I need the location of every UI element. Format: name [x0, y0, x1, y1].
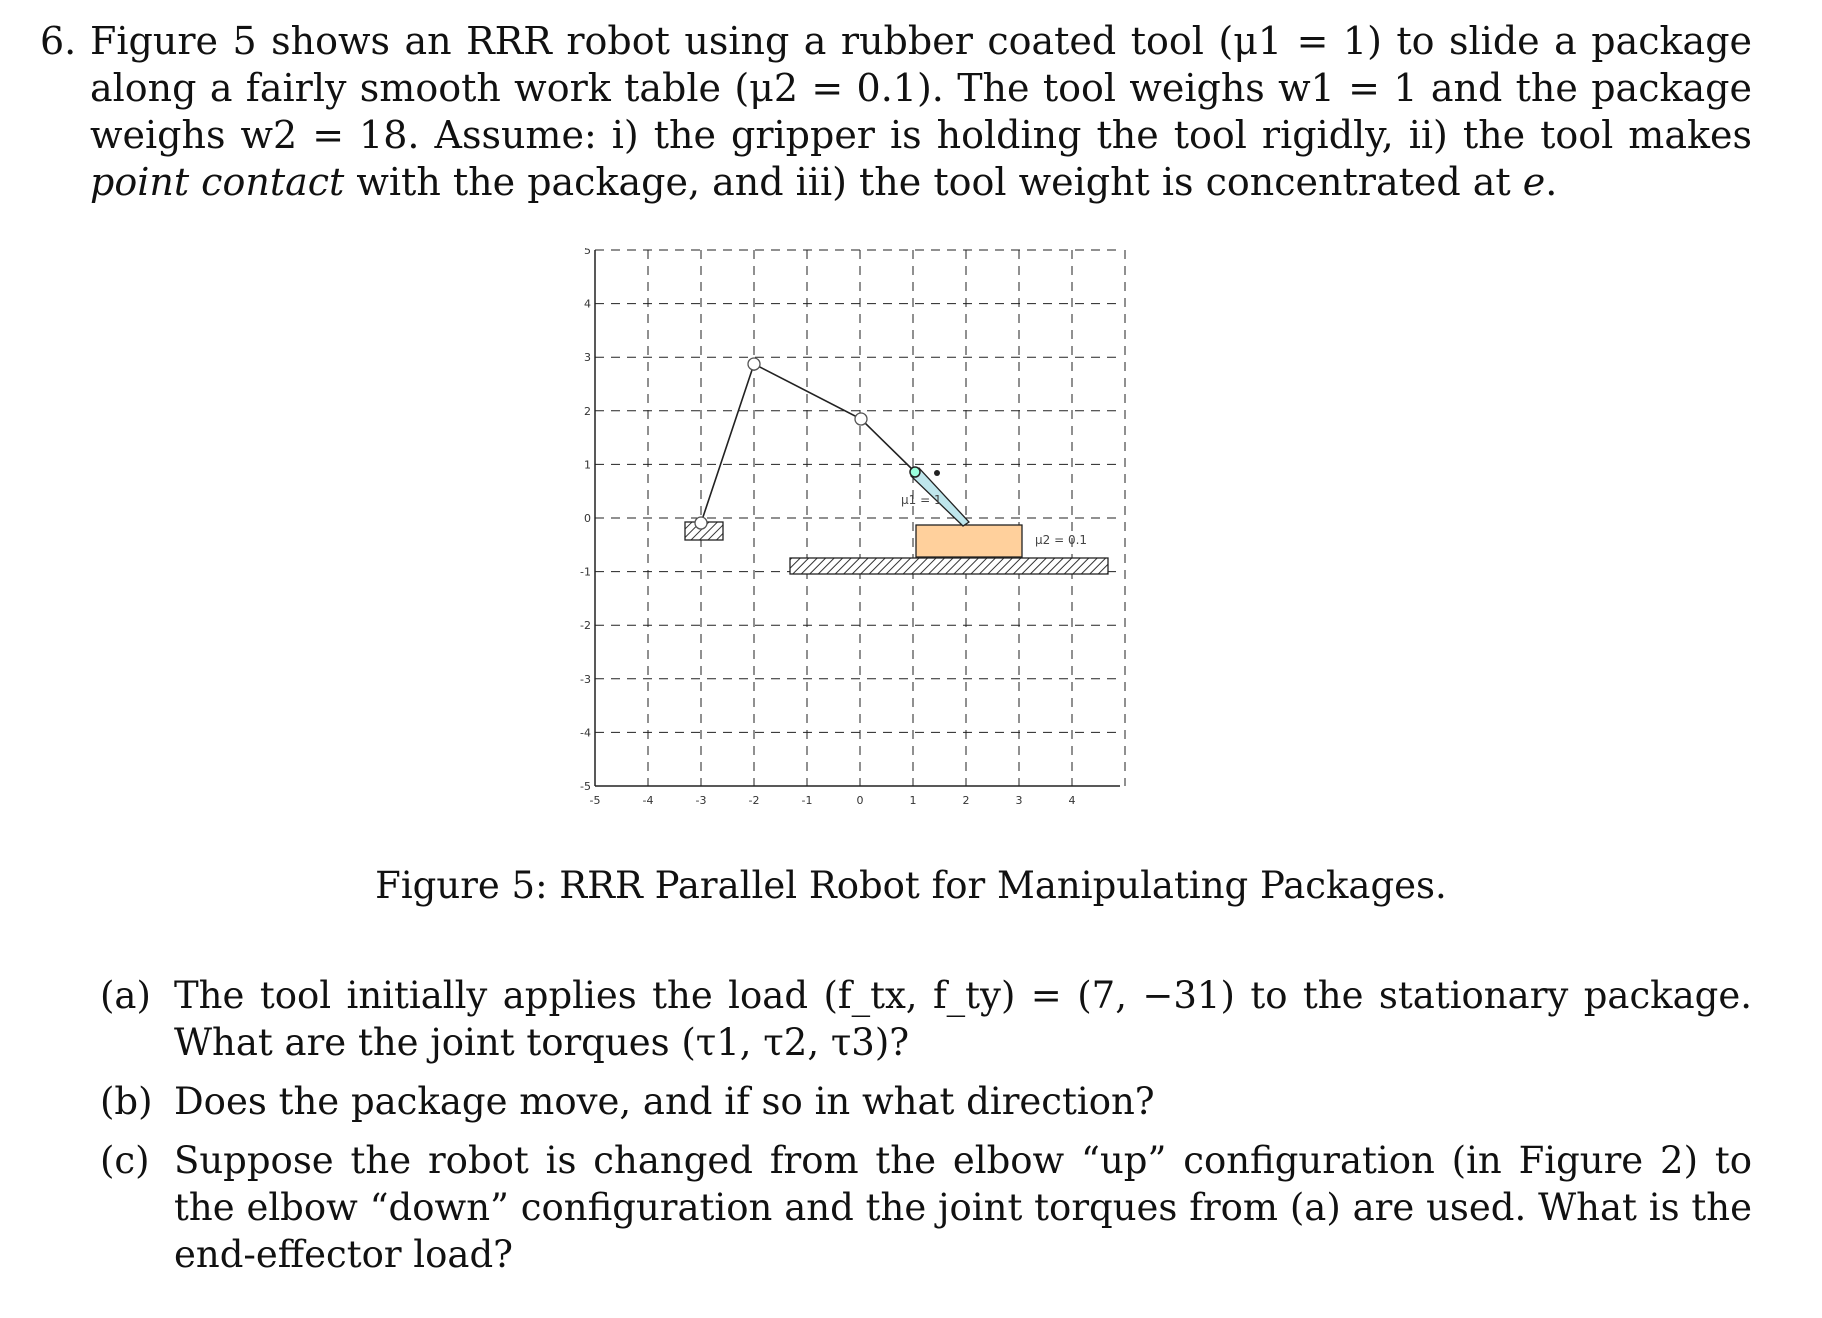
x-tick-label: 1 [909, 794, 917, 807]
x-tick-label: -4 [642, 794, 654, 807]
mu2-value: μ2 = 0.1 [749, 66, 917, 110]
part-a-label: (a) [100, 974, 151, 1017]
robot-diagram-svg [575, 248, 1130, 818]
problem-body [90, 18, 1752, 206]
y-tick-label: -2 [580, 619, 591, 633]
w1-value: w1 = 1 [1278, 66, 1418, 110]
w2-value: w2 = 18 [240, 113, 408, 157]
intro-text-6: with the package, and iii) the tool weight is concentrated at [344, 160, 1523, 204]
part-b [100, 1078, 1752, 1125]
x-tick-label: 3 [1015, 794, 1023, 807]
y-tick-label: 1 [584, 458, 591, 472]
x-tick-label: 0 [856, 794, 864, 807]
y-tick-label: 4 [584, 297, 591, 311]
y-tick-labels [580, 248, 591, 793]
part-c-text: Suppose the robot is changed from the elbow “up” configuration (in Figure 2) to the elbow “down” configuration and the joint torques from (a) are used. What is the end-effector load? [174, 1139, 1752, 1276]
y-tick-label: -4 [580, 726, 591, 740]
e-variable: e [1522, 160, 1546, 204]
x-tick-label: -2 [748, 794, 760, 807]
mu1-label: μ1 = 1 [901, 493, 942, 507]
joint-2 [748, 358, 760, 370]
x-tick-label: 4 [1068, 794, 1076, 807]
gripper-joint [910, 467, 920, 477]
part-b-text: Does the package move, and if so in what direction? [174, 1080, 1155, 1123]
problem-statement [40, 18, 1752, 206]
grid-lines [595, 250, 1125, 786]
y-tick-label: -1 [580, 565, 591, 579]
intro-text-2: ) to slide a package along a fairly smooth work table ( [90, 19, 1753, 110]
y-tick-label: 5 [584, 248, 591, 257]
figure-caption: Figure 5: RRR Parallel Robot for Manipulating Packages. [375, 864, 1447, 907]
point-contact-emph: point contact [90, 160, 345, 204]
intro-text-3: ). The tool weighs [916, 66, 1279, 110]
part-c-label: (c) [100, 1139, 150, 1182]
part-b-label: (b) [100, 1080, 153, 1123]
x-tick-label: -3 [695, 794, 707, 807]
part-a-text: The tool initially applies the load (f_tx, f_ty) = (7, −31) to the stationary package. What are the joint torques (τ1, τ2, τ3)? [174, 974, 1752, 1064]
joint-1 [695, 517, 707, 529]
joint-3 [855, 413, 867, 425]
question-parts [100, 972, 1752, 1290]
intro-period: . [1545, 160, 1558, 204]
y-tick-label: 2 [584, 404, 591, 418]
package [916, 525, 1022, 557]
robot-figure [575, 248, 1130, 818]
x-tick-label: -1 [801, 794, 813, 807]
y-tick-label: 0 [584, 512, 591, 525]
intro-text-5: . Assume: i) the gripper is holding the tool rigidly, ii) the tool makes [407, 113, 1752, 157]
mu1-value: μ1 = 1 [1233, 19, 1368, 63]
y-tick-label: -5 [580, 780, 591, 793]
part-c [100, 1137, 1752, 1278]
robot-links [701, 364, 915, 523]
x-tick-labels [590, 794, 1076, 807]
x-tick-label: -5 [589, 794, 601, 807]
y-tick-label: -3 [580, 672, 591, 686]
problem-number: 6. [40, 19, 77, 63]
x-tick-label: 2 [962, 794, 970, 807]
part-a [100, 972, 1752, 1066]
intro-text-1: Figure 5 shows an RRR robot using a rubber coated tool ( [90, 19, 1234, 63]
work-table [790, 558, 1108, 574]
y-tick-label: 3 [584, 351, 591, 365]
mu2-label: μ2 = 0.1 [1035, 533, 1088, 547]
tool-point-e [934, 470, 940, 476]
intro-text-4: and the package weighs [90, 66, 1752, 157]
